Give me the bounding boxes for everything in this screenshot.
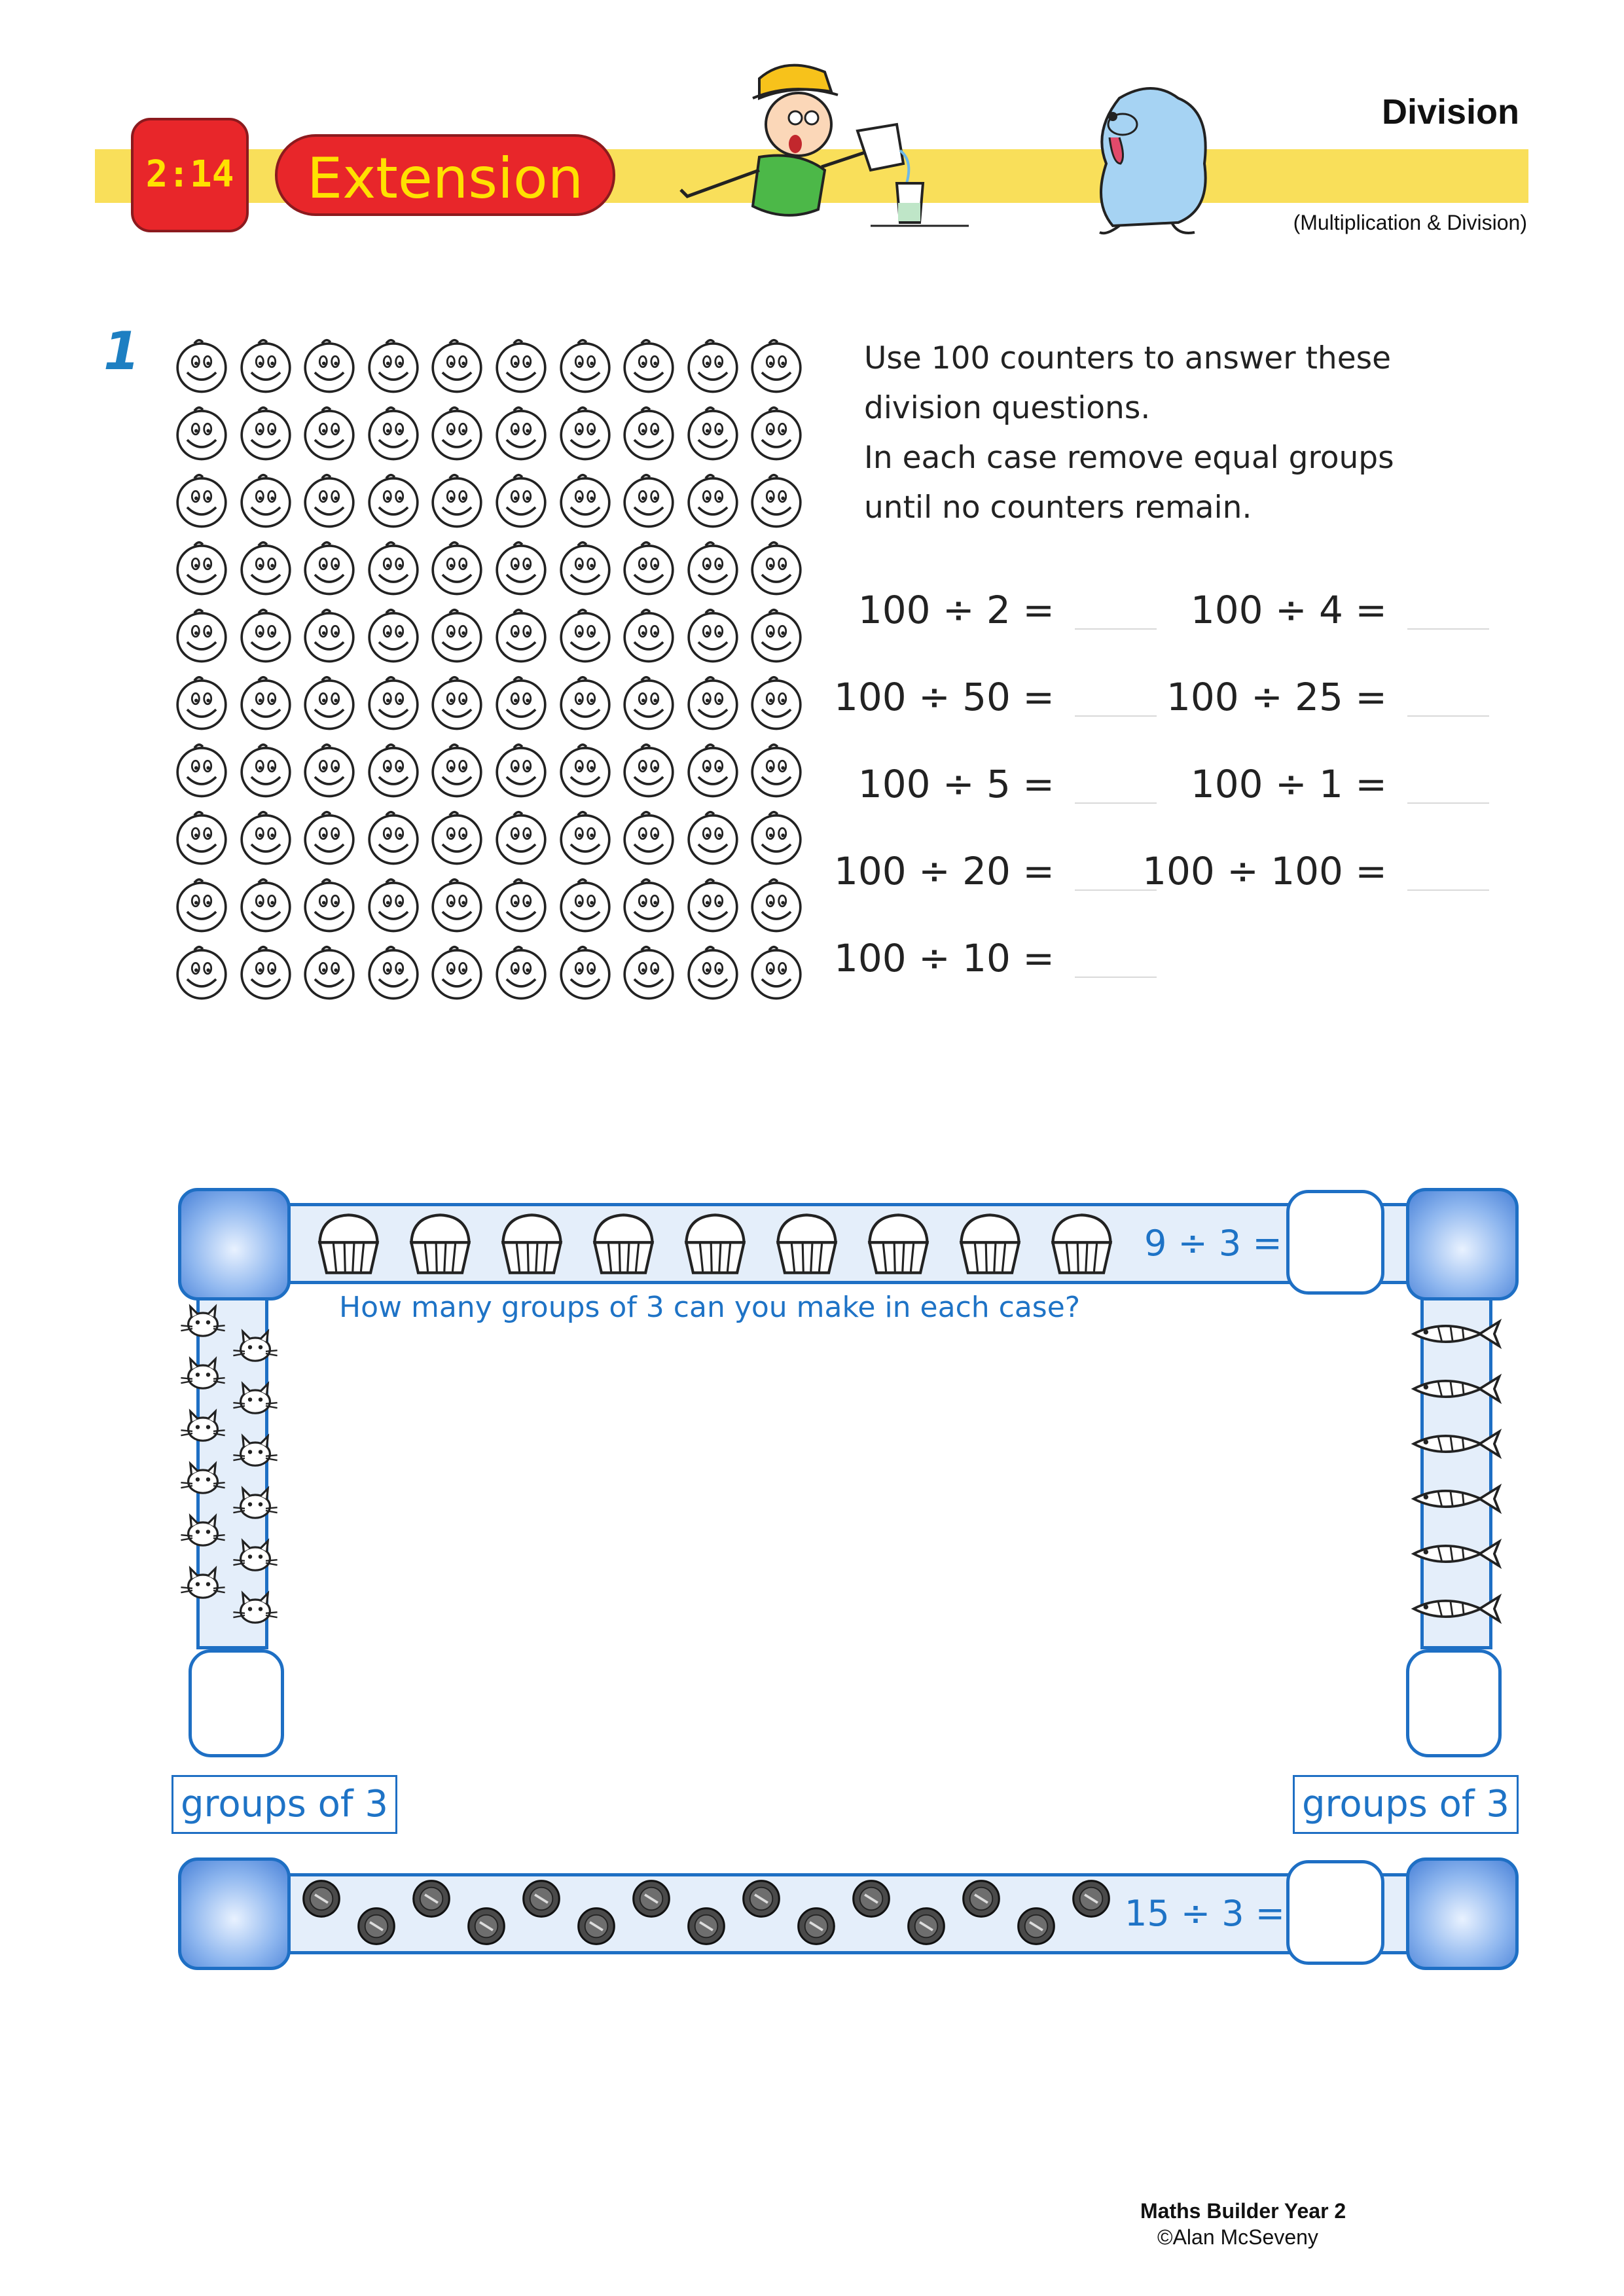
equation-100-div-20: 100 ÷ 20 = [833,849,1055,893]
fish-column [1401,1316,1519,1643]
answer-blank[interactable] [1075,802,1157,804]
coin-icon [356,1906,397,1946]
smiley-face-icon [363,672,424,732]
coin-icon [906,1906,947,1946]
instructions [864,334,1519,533]
smiley-face-icon [427,470,487,530]
equation-100-div-100: 100 ÷ 100 = [1142,849,1387,893]
smiley-face-icon [363,537,424,598]
cat-icon [177,1407,229,1449]
smiley-face-icon [427,537,487,598]
coin-icon [1071,1878,1111,1919]
dog-illustration [1074,72,1224,242]
smiley-face-icon [746,807,806,867]
smiley-face-icon [746,874,806,935]
smiley-face-icon [171,807,232,867]
frame-corner-bottom-right [1406,1857,1519,1970]
smiley-face-icon [555,807,615,867]
fish-icon [1407,1426,1506,1462]
answer-blank[interactable] [1407,802,1489,804]
smiley-face-icon [299,672,359,732]
cat-icon [177,1355,229,1397]
smiley-face-icon [236,807,296,867]
top-equation: 9 ÷ 3 = [1144,1223,1282,1264]
smiley-face-icon [619,335,679,395]
topic-subtitle: (Multiplication & Division) [1293,211,1527,234]
instruction-line: Use 100 counters to answer these [864,340,1392,376]
smiley-face-icon [299,537,359,598]
smiley-face-icon [427,874,487,935]
fish-icon [1407,1480,1506,1517]
smiley-face-icon [299,942,359,1002]
smiley-face-icon [427,807,487,867]
cat-icon [229,1484,281,1526]
smiley-face-icon [171,335,232,395]
smiley-face-icon [619,942,679,1002]
smiley-face-icon [491,403,551,463]
coin-icon [686,1906,727,1946]
right-answer-box[interactable] [1406,1649,1502,1757]
smiley-face-icon [236,605,296,665]
cupcake-icon [681,1210,749,1278]
smiley-face-icon [491,537,551,598]
cupcake-icon [1047,1210,1116,1278]
smiley-face-icon [299,335,359,395]
smiley-counter-grid [171,335,810,1009]
equation-100-div-5: 100 ÷ 5 = [857,762,1055,806]
smiley-face-icon [363,942,424,1002]
smiley-face-icon [683,942,743,1002]
topic-title: Division [1381,92,1519,132]
smiley-face-icon [491,740,551,800]
smiley-face-icon [746,403,806,463]
smiley-face-icon [363,605,424,665]
smiley-face-icon [171,942,232,1002]
smiley-face-icon [236,942,296,1002]
extension-label: Extension [306,146,584,211]
smiley-face-icon [299,403,359,463]
smiley-face-icon [363,874,424,935]
smiley-face-icon [236,874,296,935]
smiley-face-icon [683,807,743,867]
smiley-face-icon [555,470,615,530]
question-number: 1 [103,321,140,382]
smiley-face-icon [746,605,806,665]
left-groups-label [171,1775,397,1834]
smiley-face-icon [746,470,806,530]
cupcake-icon [956,1210,1024,1278]
fish-icon [1407,1590,1506,1627]
smiley-face-icon [555,740,615,800]
answer-blank[interactable] [1407,889,1489,891]
cat-icon [229,1537,281,1579]
smiley-face-icon [683,605,743,665]
smiley-face-icon [683,335,743,395]
coin-icon [851,1878,892,1919]
fish-icon [1407,1316,1506,1352]
smiley-face-icon [619,470,679,530]
coin-icon [631,1878,672,1919]
smiley-face-icon [555,942,615,1002]
instruction-line: division questions. [864,390,1151,426]
smiley-face-icon [299,605,359,665]
smiley-face-icon [683,537,743,598]
smiley-face-icon [746,672,806,732]
smiley-face-icon [427,335,487,395]
smiley-face-icon [427,942,487,1002]
cat-icon [229,1589,281,1631]
frame-corner-top-left [178,1188,291,1300]
cat-icon [177,1512,229,1554]
smiley-face-icon [555,672,615,732]
cat-column [177,1302,288,1643]
smiley-face-icon [555,403,615,463]
smiley-face-icon [363,807,424,867]
smiley-face-icon [683,874,743,935]
equation-100-div-50: 100 ÷ 50 = [833,675,1055,719]
smiley-face-icon [491,605,551,665]
smiley-face-icon [299,740,359,800]
smiley-face-icon [555,874,615,935]
smiley-face-icon [555,537,615,598]
footer-copyright: ©Alan McSeveny [1157,2225,1318,2249]
smiley-face-icon [619,874,679,935]
smiley-face-icon [171,874,232,935]
smiley-face-icon [491,942,551,1002]
cat-icon [229,1380,281,1422]
equation-100-div-4: 100 ÷ 4 = [1190,588,1387,632]
smiley-face-icon [491,335,551,395]
smiley-face-icon [236,335,296,395]
coin-icon [961,1878,1001,1919]
smiley-face-icon [491,672,551,732]
coin-icon [741,1878,782,1919]
cat-icon [229,1327,281,1369]
smiley-face-icon [299,807,359,867]
bottom-answer-box[interactable] [1286,1860,1384,1965]
fish-icon [1407,1535,1506,1572]
answer-blank[interactable] [1407,628,1489,630]
smiley-face-icon [683,403,743,463]
smiley-face-icon [171,605,232,665]
coin-icon [796,1906,837,1946]
left-answer-box[interactable] [189,1649,284,1757]
activity-prompt: How many groups of 3 can you make in each case? [339,1291,1081,1324]
smiley-face-icon [427,403,487,463]
answer-blank[interactable] [1075,715,1157,717]
bottom-equation: 15 ÷ 3 = [1125,1893,1286,1934]
equation-100-div-25: 100 ÷ 25 = [1166,675,1387,719]
lesson-code-badge [131,118,249,232]
smiley-face-icon [491,874,551,935]
smiley-face-icon [363,470,424,530]
coin-icon [301,1878,342,1919]
coin-icon [411,1878,452,1919]
fish-icon [1407,1371,1506,1407]
cat-icon [229,1432,281,1474]
smiley-face-icon [746,942,806,1002]
equation-100-div-2: 100 ÷ 2 = [857,588,1055,632]
equation-100-div-1: 100 ÷ 1 = [1190,762,1387,806]
left-groups-label-text: groups of 3 [180,1783,389,1825]
smiley-face-icon [171,740,232,800]
smiley-face-icon [683,672,743,732]
smiley-face-icon [427,740,487,800]
instruction-line: until no counters remain. [864,490,1252,526]
smiley-face-icon [746,740,806,800]
answer-blank[interactable] [1407,715,1489,717]
boy-pouring-water-illustration [661,52,975,249]
smiley-face-icon [427,672,487,732]
smiley-face-icon [171,470,232,530]
smiley-face-icon [363,403,424,463]
answer-blank[interactable] [1075,977,1157,978]
cupcake-row [314,1203,1165,1284]
smiley-face-icon [171,403,232,463]
extension-badge [275,134,615,216]
smiley-face-icon [746,537,806,598]
cat-icon [177,1460,229,1501]
smiley-face-icon [683,740,743,800]
lesson-code: 2:14 [145,153,234,196]
cupcake-icon [406,1210,475,1278]
smiley-face-icon [619,807,679,867]
coin-icon [1016,1906,1056,1946]
equation-100-div-10: 100 ÷ 10 = [833,936,1055,980]
right-groups-label [1293,1775,1519,1834]
cupcake-icon [864,1210,933,1278]
footer-book-title: Maths Builder Year 2 [1140,2199,1346,2223]
cupcake-icon [497,1210,566,1278]
coin-icon [576,1906,617,1946]
right-groups-label-text: groups of 3 [1301,1783,1510,1825]
smiley-face-icon [619,605,679,665]
smiley-face-icon [171,672,232,732]
smiley-face-icon [299,874,359,935]
smiley-face-icon [363,740,424,800]
cupcake-icon [589,1210,658,1278]
smiley-face-icon [236,537,296,598]
smiley-face-icon [619,403,679,463]
coin-row [301,1873,1126,1954]
smiley-face-icon [619,537,679,598]
smiley-face-icon [491,807,551,867]
smiley-face-icon [746,335,806,395]
smiley-face-icon [236,470,296,530]
smiley-face-icon [236,403,296,463]
smiley-face-icon [299,470,359,530]
cupcake-icon [314,1210,383,1278]
smiley-face-icon [171,537,232,598]
frame-corner-bottom-left [178,1857,291,1970]
smiley-face-icon [236,672,296,732]
instruction-line: In each case remove equal groups [864,440,1394,476]
smiley-face-icon [363,335,424,395]
cat-icon [177,1302,229,1344]
smiley-face-icon [236,740,296,800]
coin-icon [466,1906,507,1946]
smiley-face-icon [683,470,743,530]
smiley-face-icon [555,605,615,665]
smiley-face-icon [427,605,487,665]
answer-blank[interactable] [1075,628,1157,630]
coin-icon [521,1878,562,1919]
frame-corner-top-right [1406,1188,1519,1300]
smiley-face-icon [619,740,679,800]
cupcake-icon [772,1210,841,1278]
smiley-face-icon [491,470,551,530]
smiley-face-icon [619,672,679,732]
top-answer-box[interactable] [1286,1190,1384,1295]
smiley-face-icon [555,335,615,395]
cat-icon [177,1564,229,1606]
